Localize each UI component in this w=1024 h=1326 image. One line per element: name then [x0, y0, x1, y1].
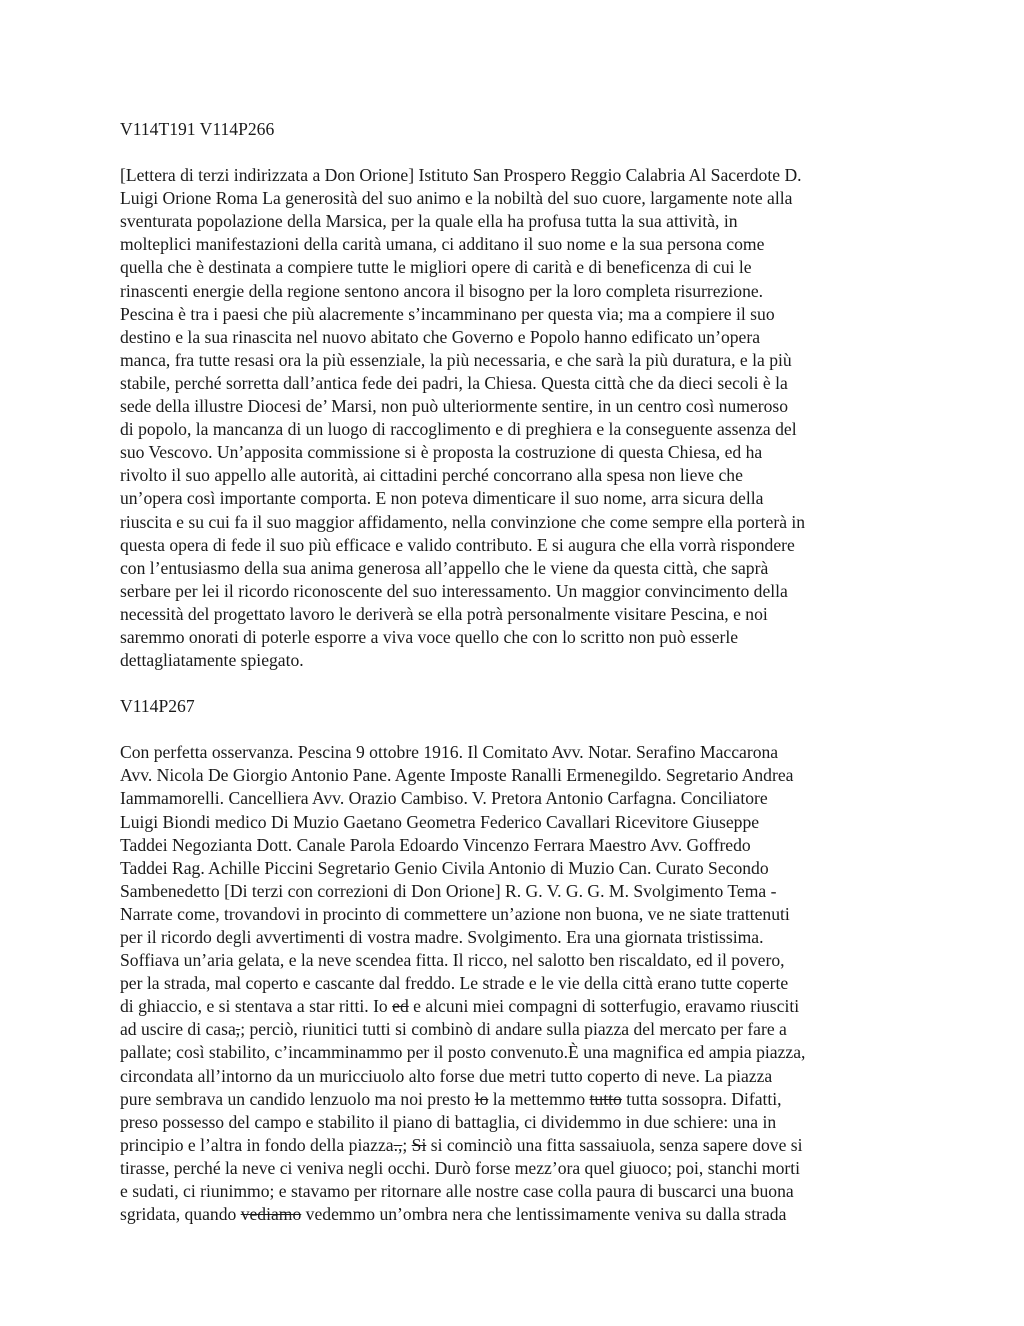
- text-line: sventurata popolazione della Marsica, per la quale ella ha profusa tutta la sua attività, in: [120, 211, 738, 232]
- letter-paragraph: [120, 164, 910, 672]
- text-line: Soffiava un’aria gelata, e la neve scendea fitta. Il ricco, nel salotto ben riscaldato, ed il povero,: [120, 950, 785, 971]
- text-line: Sambenedetto [Di terzi con correzioni di Don Orione] R. G. V. G. G. M. Svolgimento Tema -: [120, 880, 777, 901]
- text-line: sede della illustre Diocesi de’ Marsi, non può ulteriormente sentire, in un centro così numeroso: [120, 396, 789, 417]
- header-id-line: V114T191 V114P266: [120, 119, 275, 139]
- text-line: destino e la sua rinascita nel nuovo abitato che Governo e Popolo hanno edificato un’opera: [120, 326, 761, 347]
- text-line: con l’entusiasmo della sua anima generosa all’appello che le viene da questa città, che saprà: [120, 557, 769, 578]
- text-line: di ghiaccio, e si stentava a star ritti. Io ed e alcuni miei compagni di sotterfugio, eravamo riusciti: [120, 996, 800, 1017]
- struck-word: lo: [474, 1088, 489, 1109]
- text-line: molteplici manifestazioni della carità umana, ci additano il suo nome e la sua persona come: [120, 234, 765, 255]
- text-line: Iammamorelli. Cancelliera Avv. Orazio Cambiso. V. Pretora Antonio Carfagna. Conciliatore: [120, 788, 768, 809]
- struck-word: ,: [235, 1019, 241, 1040]
- struck-word: vediamo: [240, 1204, 302, 1225]
- text-line: Pescina è tra i paesi che più alacremente s’incamminano per questa via; ma a compiere il suo: [120, 303, 775, 324]
- closing-paragraph: [120, 741, 910, 1226]
- text-line: ad uscire di casa,; perciò, riunitici tutti si combinò di andare sulla piazza del mercato per fare a: [120, 1019, 787, 1040]
- text-line: stabile, perché sorretta dall’antica fede dei padri, la Chiesa. Questa città che da dieci secoli è la: [120, 372, 788, 393]
- text-line: quella che è destinata a compiere tutte le migliori opere di carità e di beneficenza di cui le: [120, 257, 752, 278]
- text-line: Taddei Negozianta Dott. Canale Parola Edoardo Vincenzo Ferrara Maestro Avv. Goffredo: [120, 834, 751, 855]
- text-line: pallate; così stabilito, c’incamminammo per il posto convenuto.È una magnifica ed ampia piazza,: [120, 1042, 806, 1063]
- text-line: tirasse, perché la neve ci veniva negli occhi. Durò forse mezz’ora quel giuoco; poi, stanchi morti: [120, 1157, 801, 1178]
- struck-word: .,: [393, 1134, 403, 1155]
- text-line: per il ricordo degli avvertimenti di vostra madre. Svolgimento. Era una giornata tristissima.: [120, 927, 764, 947]
- page-marker: V114P267: [120, 696, 195, 717]
- text-line: saremmo onorati di poterle esporre a viva voce quello che con lo scritto non può esserle: [120, 626, 739, 647]
- text-line: dettagliatamente spiegato.: [120, 650, 304, 671]
- struck-word: Si: [411, 1134, 427, 1155]
- text-line: rivolto il suo appello alle autorità, ai cittadini perché concorrano alla spesa non lieve che: [120, 465, 743, 486]
- struck-word: ed: [392, 996, 409, 1017]
- text-line: Taddei Rag. Achille Piccini Segretario Genio Civila Antonio di Muzio Can. Curato Secondo: [120, 857, 769, 878]
- text-line: Luigi Orione Roma La generosità del suo animo e la nobiltà del suo cuore, largamente note alla: [120, 188, 793, 209]
- text-line: per la strada, mal coperto e cascante dal freddo. Le strade e le vie della città erano tutte coperte: [120, 973, 789, 994]
- text-line: manca, fra tutte resasi ora la più essenziale, la più necessaria, e che sarà la più duratura, e la più: [120, 349, 792, 370]
- text-line: Luigi Biondi medico Di Muzio Gaetano Geometra Federico Cavallari Ricevitore Giuseppe: [120, 811, 760, 832]
- text-line: rinascenti energie della regione sentono ancora il bisogno per la loro completa risurrezione.: [120, 280, 764, 301]
- text-line: suo Vescovo. Un’apposita commissione si è proposta la costruzione di questa Chiesa, ed ha: [120, 442, 763, 463]
- text-line: [Lettera di terzi indirizzata a Don Orione] Istituto San Prospero Reggio Calabria Al Sacerdote D.: [120, 165, 802, 186]
- text-line: preso possesso del campo e stabilito il piano di battaglia, ci dividemmo in due schiere: una in: [120, 1111, 777, 1132]
- text-line: e sudati, ci riunimmo; e stavamo per ritornare alle nostre case colla paura di buscarci una buona: [120, 1181, 794, 1202]
- document-page: [120, 118, 910, 1249]
- text-line: di popolo, la mancanza di un luogo di raccoglimento e di preghiera e la conseguente assenza del: [120, 419, 797, 440]
- text-line: serbare per lei il ricordo riconoscente del suo interessamento. Un maggior convincimento della: [120, 580, 788, 601]
- text-line: riuscita e su cui fa il suo maggior affidamento, nella convinzione che come sempre ella porterà in: [120, 511, 806, 532]
- text-line: Con perfetta osservanza. Pescina 9 ottobre 1916. Il Comitato Avv. Notar. Serafino Maccarona: [120, 742, 779, 763]
- text-line: questa opera di fede il suo più efficace e valido contributo. E si augura che ella vorrà rispondere: [120, 534, 795, 555]
- text-line: principio e l’altra in fondo della piazza.,; Si si cominciò una fitta sassaiuola, senza sapere dove si: [120, 1134, 803, 1155]
- struck-word: tutto: [589, 1088, 622, 1109]
- text-line: Narrate come, trovandovi in procinto di commettere un’azione non buona, ve ne siate trattenuti: [120, 903, 790, 924]
- text-line: Avv. Nicola De Giorgio Antonio Pane. Agente Imposte Ranalli Ermenegildo. Segretario Andrea: [120, 765, 794, 786]
- text-line: un’opera così importante comporta. E non poteva dimenticare il suo nome, arra sicura della: [120, 488, 764, 509]
- text-line: necessità del progettato lavoro le deriverà se ella potrà personalmente visitare Pescina, e noi: [120, 603, 768, 624]
- text-line: sgridata, quando vediamo vedemmo un’ombra nera che lentissimamente veniva su dalla strada: [120, 1204, 787, 1225]
- text-line: circondata all’intorno da un muricciuolo alto forse due metri tutto coperto di neve. La piazza: [120, 1065, 773, 1086]
- text-line: pure sembrava un candido lenzuolo ma noi presto lo la mettemmo tutto tutta sossopra. Difatti,: [120, 1088, 782, 1109]
